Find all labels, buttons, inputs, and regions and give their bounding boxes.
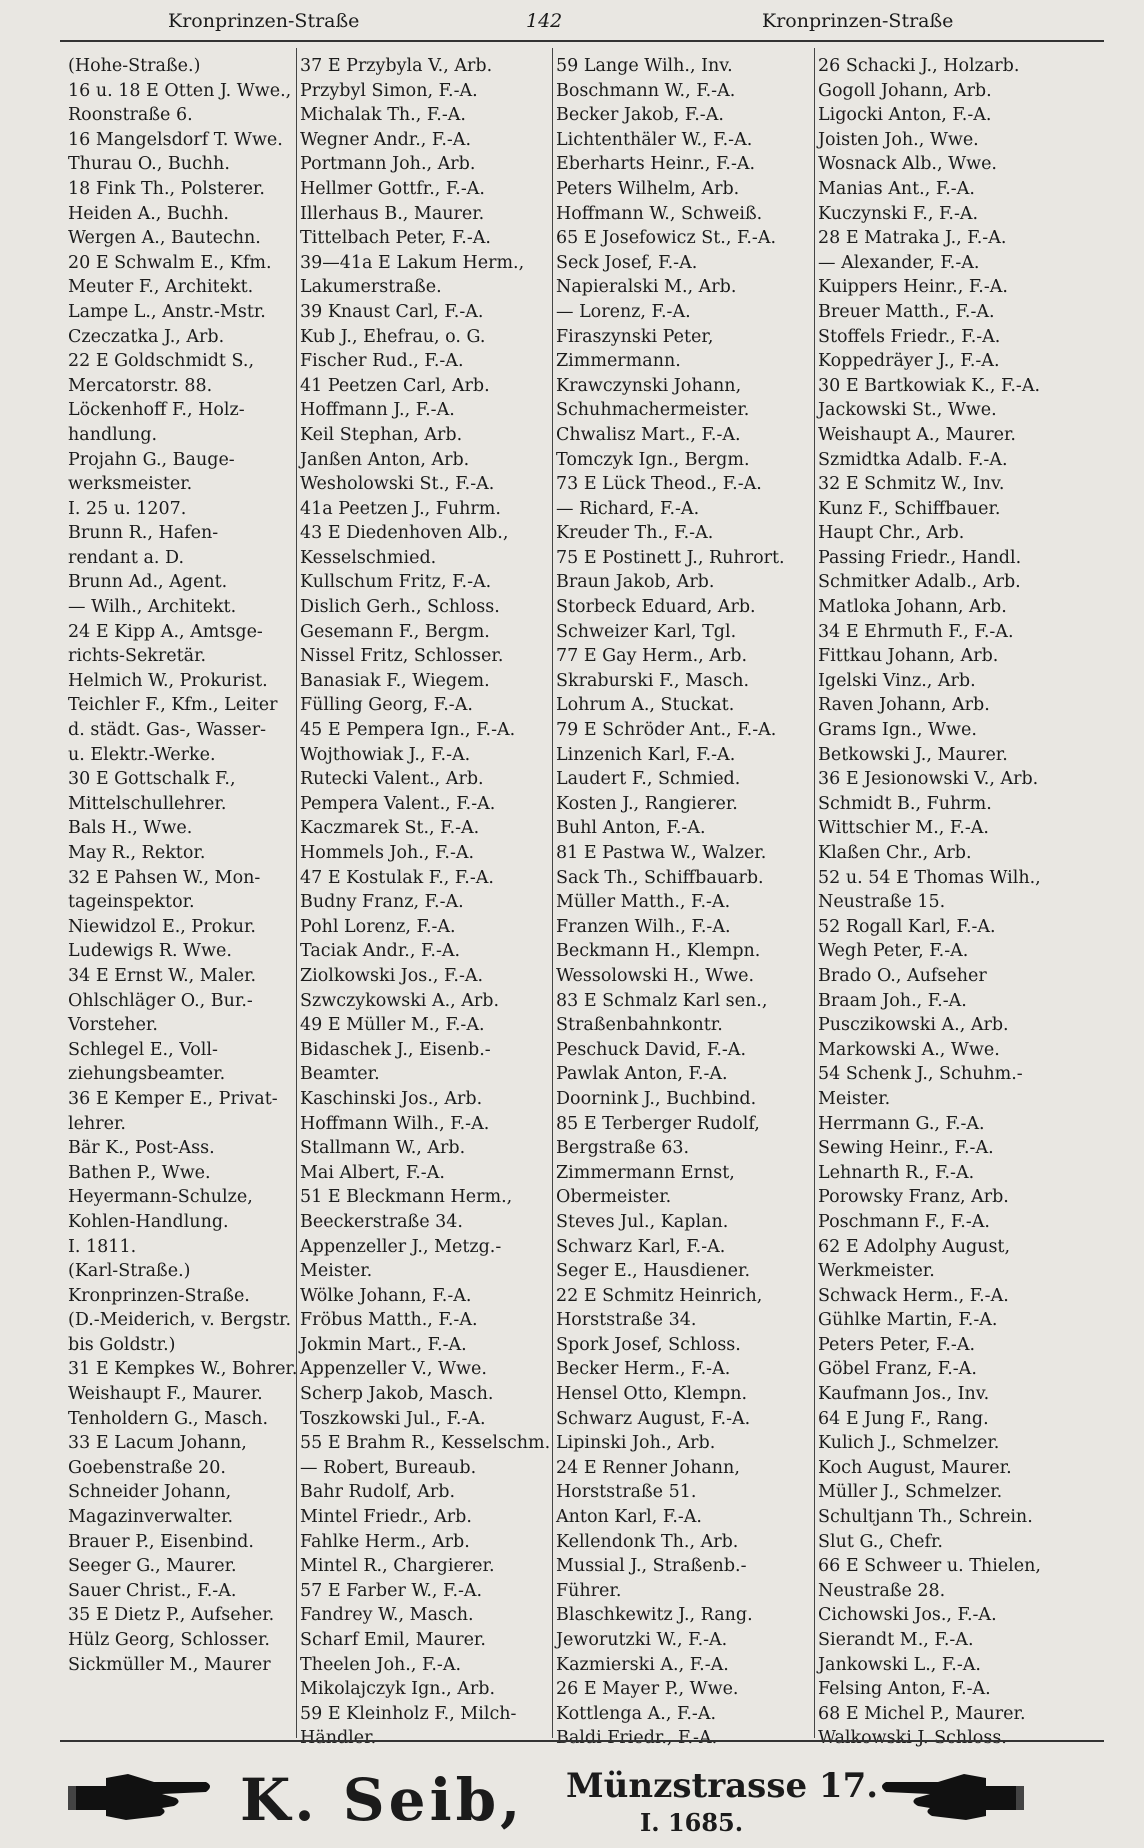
- directory-entry: 52 u. 54 E Thomas Wilh.,: [818, 867, 1041, 888]
- directory-entry: Wojthowiak J., F.-A.: [300, 744, 471, 765]
- directory-entry: Schweizer Karl, Tgl.: [556, 621, 737, 642]
- directory-entry: handlung.: [68, 424, 158, 445]
- directory-entry: Stoffels Friedr., F.-A.: [818, 326, 1001, 347]
- directory-entry: 39 Knaust Carl, F.-A.: [300, 301, 484, 322]
- directory-entry: (Hohe-Straße.): [68, 56, 201, 76]
- directory-entry: Kohlen-Handlung.: [68, 1211, 229, 1232]
- directory-entry: 73 E Lück Theod., F.-A.: [556, 474, 762, 495]
- advertisement: [0, 1748, 1144, 1840]
- directory-entry: 68 E Michel P., Maurer.: [818, 1703, 1026, 1724]
- directory-entry: Klaßen Chr., Arb.: [818, 843, 972, 863]
- directory-entry: May R., Rektor.: [68, 843, 206, 863]
- directory-entry: Meister.: [300, 1261, 373, 1282]
- directory-entry: Boschmann W., F.-A.: [556, 80, 736, 101]
- directory-entry: Budny Franz, F.-A.: [300, 892, 464, 913]
- directory-entry: Krawczynski Johann,: [556, 375, 742, 396]
- directory-entry: Fahlke Herm., Arb.: [300, 1531, 470, 1552]
- directory-entry: Schlegel E., Voll-: [68, 1039, 218, 1060]
- directory-entry: Kuippers Heinr., F.-A.: [818, 277, 1008, 298]
- directory-entry: Toszkowski Jul., F.-A.: [300, 1408, 486, 1429]
- directory-entry: Wosnack Alb., Wwe.: [818, 154, 997, 175]
- directory-entry: Blaschkewitz J., Rang.: [556, 1605, 753, 1626]
- directory-entry: Lichtenthäler W., F.-A.: [556, 129, 753, 150]
- directory-entry: Koch August, Maurer.: [818, 1457, 1012, 1478]
- directory-entry: Scharf Emil, Maurer.: [300, 1630, 486, 1650]
- directory-entry: Markowski A., Wwe.: [818, 1039, 1000, 1060]
- directory-entry: 62 E Adolphy August,: [818, 1236, 1011, 1257]
- directory-entry: Schwarz August, F.-A.: [556, 1408, 751, 1429]
- directory-entry: Brunn R., Hafen-: [68, 523, 219, 544]
- directory-entry: Bergstraße 63.: [556, 1138, 690, 1159]
- directory-entry: 31 E Kempkes W., Bohrer.: [68, 1359, 298, 1380]
- directory-entry: 30 E Gottschalk F.,: [68, 769, 236, 790]
- directory-entry: Sack Th., Schiffbauarb.: [556, 867, 764, 888]
- directory-entry: — Alexander, F.-A.: [818, 252, 980, 273]
- directory-entry: Teichler F., Kfm., Leiter: [68, 695, 278, 716]
- directory-entry: Slut G., Chefr.: [818, 1531, 943, 1552]
- directory-entry: Ziolkowski Jos., F.-A.: [300, 965, 484, 986]
- directory-entry: (D.-Meiderich, v. Bergstr.: [68, 1310, 292, 1331]
- directory-entry: 83 E Schmalz Karl sen.,: [556, 990, 768, 1011]
- directory-entry: 35 E Dietz P., Aufseher.: [68, 1605, 275, 1626]
- directory-entry: Betkowski J., Maurer.: [818, 744, 1008, 765]
- directory-entry: Kaczmarek St., F.-A.: [300, 818, 480, 839]
- directory-entry: Fülling Georg, F.-A.: [300, 695, 473, 716]
- directory-entry: Szwczykowski A., Arb.: [300, 990, 500, 1011]
- directory-entry: Mittelschullehrer.: [68, 793, 227, 814]
- directory-entry: Kazmierski A., F.-A.: [556, 1654, 729, 1675]
- directory-entry: Hoffmann Wilh., F.-A.: [300, 1113, 490, 1134]
- directory-entry: Jokmin Mart., F.-A.: [300, 1334, 467, 1355]
- directory-entry: Mintel R., Chargierer.: [300, 1556, 495, 1577]
- directory-entry: Kulich J., Schmelzer.: [818, 1433, 1000, 1454]
- directory-entry: Gesemann F., Bergm.: [300, 621, 490, 642]
- directory-column-2: [300, 54, 551, 1749]
- directory-entry: Chwalisz Mart., F.-A.: [556, 424, 741, 445]
- directory-entry: Manias Ant., F.-A.: [818, 178, 975, 199]
- directory-entry: Beamter.: [300, 1064, 380, 1085]
- directory-entry: Ludewigs R. Wwe.: [68, 941, 232, 962]
- directory-entry: 41 Peetzen Carl, Arb.: [300, 375, 490, 396]
- directory-entry: 59 Lange Wilh., Inv.: [556, 56, 733, 76]
- directory-entry: 75 E Postinett J., Ruhrort.: [556, 547, 785, 568]
- directory-entry: 33 E Lacum Johann,: [68, 1433, 247, 1454]
- directory-entry: Matloka Johann, Arb.: [818, 597, 1007, 618]
- directory-entry: Scherp Jakob, Masch.: [300, 1384, 494, 1405]
- directory-entry: Koppedräyer J., F.-A.: [818, 351, 1000, 372]
- directory-entry: 37 E Przybyla V., Arb.: [300, 56, 493, 76]
- directory-entry: Igelski Vinz., Arb.: [818, 670, 976, 691]
- directory-entry: Helmich W., Prokurist.: [68, 670, 268, 691]
- directory-entry: Mussial J., Straßenb.-: [556, 1556, 747, 1577]
- directory-entry: 32 E Schmitz W., Inv.: [818, 474, 1005, 495]
- directory-entry: — Lorenz, F.-A.: [556, 301, 691, 322]
- directory-entry: Bals H., Wwe.: [68, 818, 193, 839]
- directory-entry: Schwack Herm., F.-A.: [818, 1285, 1009, 1306]
- directory-entry: Schneider Johann,: [68, 1482, 232, 1503]
- directory-entry: Neustraße 28.: [818, 1580, 946, 1601]
- directory-entry: Buhl Anton, F.-A.: [556, 818, 706, 839]
- directory-entry: Linzenich Karl, F.-A.: [556, 744, 736, 765]
- directory-entry: d. städt. Gas-, Wasser-: [68, 720, 267, 741]
- directory-entry: Müller J., Schmelzer.: [818, 1482, 1003, 1503]
- directory-entry: 66 E Schweer u. Thielen,: [818, 1556, 1041, 1577]
- directory-entry: 41a Peetzen J., Fuhrm.: [300, 498, 501, 519]
- directory-entry: Franzen Wilh., F.-A.: [556, 916, 731, 937]
- header-rule: [60, 40, 1104, 42]
- directory-entry: Nissel Fritz, Schlosser.: [300, 646, 504, 667]
- directory-entry: Passing Friedr., Handl.: [818, 547, 1022, 568]
- directory-entry: rendant a. D.: [68, 547, 185, 568]
- directory-entry: Schuhmachermeister.: [556, 400, 750, 421]
- directory-entry: Kosten J., Rangierer.: [556, 793, 738, 814]
- directory-entry: Mercatorstr. 88.: [68, 375, 213, 396]
- directory-entry: Lipinski Joh., Arb.: [556, 1433, 716, 1454]
- directory-entry: Rutecki Valent., Arb.: [300, 769, 484, 790]
- directory-entry: 32 E Pahsen W., Mon-: [68, 867, 261, 888]
- directory-entry: Beckmann H., Klempn.: [556, 941, 761, 962]
- directory-entry: 59 E Kleinholz F., Milch-: [300, 1703, 517, 1724]
- directory-entry: u. Elektr.-Werke.: [68, 744, 216, 765]
- directory-column-4: [818, 54, 1080, 1749]
- directory-entry: Doornink J., Buchbind.: [556, 1088, 757, 1109]
- directory-entry: Kronprinzen-Straße.: [68, 1285, 250, 1306]
- directory-entry: Hülz Georg, Schlosser.: [68, 1630, 270, 1650]
- directory-entry: Storbeck Eduard, Arb.: [556, 597, 756, 618]
- directory-entry: Bidaschek J., Eisenb.-: [300, 1039, 491, 1060]
- directory-entry: Spork Josef, Schloss.: [556, 1334, 741, 1355]
- directory-entry: 20 E Schwalm E., Kfm.: [68, 252, 272, 273]
- directory-entry: 64 E Jung F., Rang.: [818, 1408, 989, 1429]
- directory-entry: Magazinverwalter.: [68, 1507, 234, 1528]
- directory-entry: Grams Ign., Wwe.: [818, 720, 977, 741]
- directory-entry: Laudert F., Schmied.: [556, 769, 741, 790]
- directory-entry: Stallmann W., Arb.: [300, 1138, 466, 1159]
- directory-entry: 77 E Gay Herm., Arb.: [556, 646, 748, 667]
- directory-entry: Taciak Andr., F.-A.: [300, 941, 461, 962]
- directory-entry: Beeckerstraße 34.: [300, 1211, 463, 1232]
- directory-entry: Portmann Joh., Arb.: [300, 154, 476, 175]
- directory-entry: 24 E Kipp A., Amtsge-: [68, 621, 263, 642]
- directory-entry: Haupt Chr., Arb.: [818, 523, 965, 544]
- directory-entry: 85 E Terberger Rudolf,: [556, 1113, 760, 1134]
- directory-entry: I. 1811.: [68, 1236, 137, 1257]
- directory-entry: Firaszynski Peter,: [556, 326, 714, 347]
- directory-entry: Mai Albert, F.-A.: [300, 1162, 445, 1183]
- directory-entry: Löckenhoff F., Holz-: [68, 400, 245, 421]
- directory-entry: Mikolajczyk Ign., Arb.: [300, 1679, 496, 1700]
- directory-entry: Brado O., Aufseher: [818, 965, 987, 986]
- directory-entry: Lohrum A., Stuckat.: [556, 695, 735, 716]
- directory-entry: Schultjann Th., Schrein.: [818, 1507, 1033, 1528]
- directory-entry: Kesselschmied.: [300, 547, 437, 568]
- page-number: 142: [526, 10, 563, 32]
- header-left-title: Kronprinzen-Straße: [168, 10, 360, 32]
- directory-entry: Skraburski F., Masch.: [556, 670, 750, 691]
- directory-entry: Kaufmann Jos., Inv.: [818, 1384, 990, 1405]
- directory-entry: Meister.: [818, 1088, 891, 1109]
- directory-column-3: [556, 54, 816, 1749]
- directory-entry: 51 E Bleckmann Herm.,: [300, 1187, 513, 1208]
- directory-entry: 34 E Ehrmuth F., F.-A.: [818, 621, 1014, 642]
- directory-entry: Raven Johann, Arb.: [818, 695, 990, 716]
- pointing-hand-left-icon: [876, 1768, 1026, 1826]
- directory-entry: Jackowski St., Wwe.: [818, 400, 997, 421]
- directory-entry: Händler.: [300, 1728, 377, 1749]
- directory-entry: Pempera Valent., F.-A.: [300, 793, 496, 814]
- directory-entry: Sewing Heinr., F.-A.: [818, 1138, 994, 1159]
- directory-entry: — Richard, F.-A.: [556, 498, 700, 519]
- directory-entry: 45 E Pempera Ign., F.-A.: [300, 720, 516, 741]
- directory-entry: werksmeister.: [68, 474, 193, 495]
- header-right-title: Kronprinzen-Straße: [762, 10, 954, 32]
- page-header: [0, 6, 1144, 36]
- directory-entry: Meuter F., Architekt.: [68, 277, 254, 298]
- directory-entry: Appenzeller J., Metzg.-: [300, 1236, 502, 1257]
- directory-entry: Ligocki Anton, F.-A.: [818, 105, 992, 126]
- directory-entry: Keil Stephan, Arb.: [300, 424, 463, 445]
- directory-entry: Lehnarth R., F.-A.: [818, 1162, 975, 1183]
- directory-entry: Brauer P., Eisenbind.: [68, 1531, 254, 1552]
- directory-entry: — Wilh., Architekt.: [68, 597, 237, 618]
- directory-entry: Eberharts Heinr., F.-A.: [556, 154, 756, 175]
- directory-entry: 55 E Brahm R., Kesselschm.: [300, 1433, 551, 1454]
- directory-entry: Przybyl Simon, F.-A.: [300, 80, 478, 101]
- directory-entry: Joisten Joh., Wwe.: [818, 129, 979, 150]
- directory-entry: Niewidzol E., Prokur.: [68, 916, 256, 937]
- directory-entry: 16 u. 18 E Otten J. Wwe.,: [68, 80, 292, 101]
- directory-entry: Kellendonk Th., Arb.: [556, 1531, 739, 1552]
- directory-entry: Wegh Peter, F.-A.: [818, 941, 969, 962]
- directory-entry: Sickmüller M., Maurer: [68, 1654, 271, 1675]
- directory-entry: Göbel Franz, F.-A.: [818, 1359, 977, 1380]
- directory-entry: Hoffmann W., Schweiß.: [556, 203, 763, 224]
- directory-entry: Horststraße 34.: [556, 1310, 697, 1331]
- directory-entry: Ohlschläger O., Bur.-: [68, 990, 253, 1011]
- directory-column-1: [68, 54, 296, 1734]
- directory-entry: 22 E Schmitz Heinrich,: [556, 1285, 763, 1306]
- directory-entry: Lampe L., Anstr.-Mstr.: [68, 301, 266, 322]
- directory-entry: Neustraße 15.: [818, 892, 946, 913]
- directory-entry: Becker Herm., F.-A.: [556, 1359, 731, 1380]
- directory-entry: 79 E Schröder Ant., F.-A.: [556, 720, 777, 741]
- directory-entry: Kunz F., Schiffbauer.: [818, 498, 1001, 519]
- directory-entry: Hellmer Gottfr., F.-A.: [300, 178, 485, 199]
- directory-entry: Schwarz Karl, F.-A.: [556, 1236, 726, 1257]
- directory-entry: 43 E Diedenhoven Alb.,: [300, 523, 509, 544]
- directory-entry: 39—41a E Lakum Herm.,: [300, 252, 525, 273]
- directory-entry: Pohl Lorenz, F.-A.: [300, 916, 456, 937]
- directory-entry: Seck Josef, F.-A.: [556, 252, 698, 273]
- directory-entry: Mintel Friedr., Arb.: [300, 1507, 472, 1528]
- directory-entry: Bär K., Post-Ass.: [68, 1138, 215, 1159]
- directory-entry: Felsing Anton, F.-A.: [818, 1679, 991, 1700]
- directory-entry: 34 E Ernst W., Maler.: [68, 965, 257, 986]
- directory-entry: Sauer Christ., F.-A.: [68, 1580, 237, 1601]
- directory-entry: 28 E Matraka J., F.-A.: [818, 228, 1007, 249]
- advertiser-phone: I. 1685.: [640, 1808, 744, 1837]
- directory-entry: Kottlenga A., F.-A.: [556, 1703, 717, 1724]
- directory-entry: Hensel Otto, Klempn.: [556, 1384, 748, 1405]
- directory-entry: Fandrey W., Masch.: [300, 1605, 474, 1626]
- directory-entry: bis Goldstr.): [68, 1334, 176, 1355]
- directory-entry: Peters Peter, F.-A.: [818, 1334, 976, 1355]
- directory-entry: 30 E Bartkowiak K., F.-A.: [818, 375, 1041, 396]
- directory-entry: richts-Sekretär.: [68, 646, 207, 667]
- directory-entry: Wittschier M., F.-A.: [818, 818, 989, 839]
- column-divider: [296, 48, 297, 1738]
- directory-entry: 26 Schacki J., Holzarb.: [818, 56, 1020, 76]
- directory-entry: Lakumerstraße.: [300, 277, 442, 298]
- directory-entry: Baldi Friedr., F.-A.: [556, 1728, 718, 1749]
- directory-entry: Peschuck David, F.-A.: [556, 1039, 747, 1060]
- directory-entry: 81 E Pastwa W., Walzer.: [556, 843, 767, 863]
- directory-entry: 52 Rogall Karl, F.-A.: [818, 916, 996, 937]
- directory-entry: Obermeister.: [556, 1187, 672, 1208]
- directory-entry: Steves Jul., Kaplan.: [556, 1211, 729, 1232]
- directory-entry: Wergen A., Bautechn.: [68, 228, 261, 249]
- directory-entry: Gogoll Johann, Arb.: [818, 80, 992, 101]
- directory-entry: Illerhaus B., Maurer.: [300, 203, 485, 224]
- directory-entry: Herrmann G., F.-A.: [818, 1113, 985, 1134]
- directory-entry: 47 E Kostulak F., F.-A.: [300, 867, 494, 888]
- directory-entry: Wegner Andr., F.-A.: [300, 129, 472, 150]
- directory-entry: 18 Fink Th., Polsterer.: [68, 178, 265, 199]
- directory-entry: Tomczyk Ign., Bergm.: [556, 449, 750, 470]
- directory-entry: Pusczikowski A., Arb.: [818, 1015, 1009, 1036]
- directory-entry: 65 E Josefowicz St., F.-A.: [556, 228, 777, 249]
- directory-entry: Schmitker Adalb., Arb.: [818, 572, 1021, 593]
- directory-entry: Kullschum Fritz, F.-A.: [300, 572, 492, 593]
- directory-entry: Banasiak F., Wiegem.: [300, 670, 490, 691]
- directory-entry: Projahn G., Bauge-: [68, 449, 235, 470]
- directory-entry: Becker Jakob, F.-A.: [556, 105, 724, 126]
- directory-entry: Goebenstraße 20.: [68, 1457, 226, 1478]
- directory-entry: Napieralski M., Arb.: [556, 277, 737, 298]
- footer-rule: [60, 1740, 1104, 1742]
- directory-entry: 57 E Farber W., F.-A.: [300, 1580, 483, 1601]
- directory-entry: Fittkau Johann, Arb.: [818, 646, 999, 667]
- directory-entry: Szmidtka Adalb. F.-A.: [818, 449, 1008, 470]
- directory-entry: Anton Karl, F.-A.: [556, 1507, 702, 1528]
- directory-entry: 26 E Mayer P., Wwe.: [556, 1679, 739, 1700]
- directory-entry: I. 25 u. 1207.: [68, 498, 187, 519]
- directory-entry: Kreuder Th., F.-A.: [556, 523, 714, 544]
- directory-entry: Gühlke Martin, F.-A.: [818, 1310, 998, 1331]
- directory-entry: 49 E Müller M., F.-A.: [300, 1015, 485, 1036]
- directory-entry: Appenzeller V., Wwe.: [300, 1359, 487, 1380]
- directory-entry: Michalak Th., F.-A.: [300, 105, 466, 126]
- directory-entry: Schmidt B., Fuhrm.: [818, 793, 992, 814]
- directory-entry: Kaschinski Jos., Arb.: [300, 1088, 483, 1109]
- directory-entry: Fischer Rud., F.-A.: [300, 351, 464, 372]
- directory-entry: Czeczatka J., Arb.: [68, 326, 225, 347]
- directory-entry: Weishaupt A., Maurer.: [818, 424, 1016, 445]
- directory-entry: Breuer Matth., F.-A.: [818, 301, 995, 322]
- column-divider: [552, 48, 553, 1738]
- directory-entry: Jankowski L., F.-A.: [818, 1654, 981, 1675]
- directory-entry: Braam Joh., F.-A.: [818, 990, 967, 1011]
- directory-entry: 24 E Renner Johann,: [556, 1457, 740, 1478]
- directory-entry: Theelen Joh., F.-A.: [300, 1654, 462, 1675]
- directory-entry: Tenholdern G., Masch.: [68, 1408, 269, 1429]
- directory-entry: Horststraße 51.: [556, 1482, 697, 1503]
- directory-entry: Cichowski Jos., F.-A.: [818, 1605, 997, 1626]
- directory-entry: Führer.: [556, 1580, 622, 1601]
- directory-entry: ziehungsbeamter.: [68, 1064, 226, 1085]
- directory-entry: Jeworutzki W., F.-A.: [556, 1630, 728, 1650]
- directory-entry: — Robert, Bureaub.: [300, 1457, 477, 1478]
- directory-entry: Peters Wilhelm, Arb.: [556, 178, 740, 199]
- directory-entry: Wesholowski St., F.-A.: [300, 474, 495, 495]
- directory-entry: Bathen P., Wwe.: [68, 1162, 211, 1183]
- directory-entry: Dislich Gerh., Schloss.: [300, 597, 500, 618]
- directory-entry: Wölke Johann, F.-A.: [300, 1285, 472, 1306]
- directory-entry: (Karl-Straße.): [68, 1261, 191, 1282]
- directory-entry: Tittelbach Peter, F.-A.: [300, 228, 491, 249]
- directory-entry: Müller Matth., F.-A.: [556, 892, 731, 913]
- directory-entry: Brunn Ad., Agent.: [68, 572, 228, 593]
- directory-entry: Braun Jakob, Arb.: [556, 572, 715, 593]
- directory-entry: lehrer.: [68, 1113, 126, 1134]
- advertiser-address: Münzstrasse 17.: [566, 1766, 879, 1806]
- directory-entry: Kub J., Ehefrau, o. G.: [300, 326, 486, 347]
- pointing-hand-right-icon: [66, 1768, 216, 1826]
- directory-entry: Fröbus Matth., F.-A.: [300, 1310, 478, 1331]
- advertiser-name: K. Seib,: [240, 1766, 525, 1834]
- directory-entry: tageinspektor.: [68, 892, 195, 913]
- directory-entry: Weishaupt F., Maurer.: [68, 1384, 263, 1405]
- directory-entry: 36 E Kemper E., Privat-: [68, 1088, 278, 1109]
- directory-entry: Zimmermann.: [556, 351, 681, 372]
- directory-entry: Seeger G., Maurer.: [68, 1556, 237, 1577]
- directory-entry: Seger E., Hausdiener.: [556, 1261, 751, 1282]
- directory-entry: 36 E Jesionowski V., Arb.: [818, 769, 1039, 790]
- directory-entry: Roonstraße 6.: [68, 105, 193, 126]
- directory-entry: Werkmeister.: [818, 1261, 935, 1282]
- directory-entry: Janßen Anton, Arb.: [300, 449, 470, 470]
- directory-entry: Sierandt M., F.-A.: [818, 1630, 974, 1650]
- directory-entry: Pawlak Anton, F.-A.: [556, 1064, 728, 1085]
- directory-entry: 16 Mangelsdorf T. Wwe.: [68, 129, 283, 150]
- directory-entry: Thurau O., Buchh.: [68, 154, 230, 175]
- directory-entry: Porowsky Franz, Arb.: [818, 1187, 1009, 1208]
- directory-entry: Zimmermann Ernst,: [556, 1162, 735, 1183]
- directory-entry: Heyermann-Schulze,: [68, 1187, 253, 1208]
- directory-entry: Wessolowski H., Wwe.: [556, 965, 755, 986]
- directory-entry: Walkowski J. Schloss.: [818, 1728, 1007, 1749]
- directory-entry: Poschmann F., F.-A.: [818, 1211, 990, 1232]
- directory-entry: Straßenbahnkontr.: [556, 1015, 723, 1036]
- directory-entry: Bahr Rudolf, Arb.: [300, 1482, 456, 1503]
- directory-entry: Vorsteher.: [68, 1015, 158, 1036]
- directory-entry: Hommels Joh., F.-A.: [300, 843, 475, 863]
- directory-entry: Kuczynski F., F.-A.: [818, 203, 979, 224]
- directory-entry: Hoffmann J., F.-A.: [300, 400, 455, 421]
- directory-entry: Heiden A., Buchh.: [68, 203, 229, 224]
- directory-entry: 22 E Goldschmidt S.,: [68, 351, 255, 372]
- directory-entry: 54 Schenk J., Schuhm.-: [818, 1064, 1023, 1085]
